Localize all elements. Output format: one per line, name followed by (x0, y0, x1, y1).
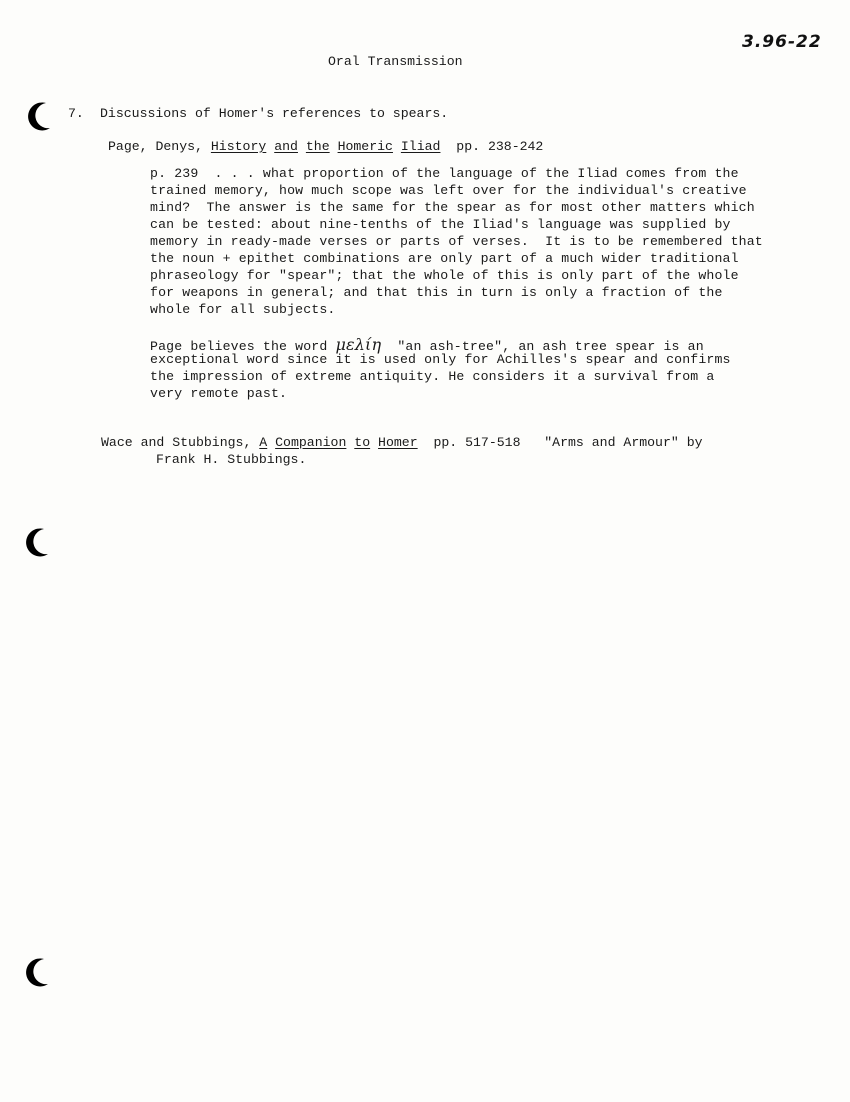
quote-line: can be tested: about nine-tenths of the Iliad's language was supplied by (150, 217, 731, 232)
citation-title-word: Companion (275, 435, 347, 450)
quote-line: trained memory, how much scope was left over for the individual's creative (150, 183, 747, 198)
item-number: 7. (68, 106, 84, 121)
commentary-line: the impression of extreme antiquity. He considers it a survival from a (150, 369, 715, 384)
quote-line: p. 239 . . . what proportion of the language of the Iliad comes from the (150, 166, 739, 181)
commentary-text: Page believes the word (150, 339, 328, 354)
citation-title-word: Homeric (337, 139, 393, 154)
citation-title-word: A (259, 435, 268, 450)
citation-title-word: the (305, 139, 330, 154)
quote-line: memory in ready-made verses or parts of verses. It is to be remembered that (150, 234, 763, 249)
citation-pages: pp. 238-242 (456, 139, 544, 154)
citation-authors: Wace and Stubbings, (101, 435, 252, 450)
citation-title-word: History (210, 139, 267, 154)
citation-title-word: and (274, 139, 298, 154)
quote-line: the noun + epithet combinations are only part of a much wider traditional (150, 251, 739, 266)
citation-page (108, 139, 543, 154)
quote-line: whole for all subjects. (150, 302, 336, 317)
binder-hole-top (20, 100, 54, 134)
citation-chapter: "Arms and Armour" by (544, 435, 703, 450)
page-heading: Oral Transmission (328, 54, 463, 69)
citation-pages: pp. 517-518 (433, 435, 521, 450)
quote-line: for weapons in general; and that this in turn is only a fraction of the (150, 285, 723, 300)
citation-wace (101, 435, 703, 450)
item-title: Discussions of Homer's references to spears. (100, 106, 449, 121)
citation-title-word: Homer (378, 435, 418, 450)
handwritten-page-number: 3.96-22 (742, 32, 822, 52)
commentary-text: "an ash-tree", an ash tree spear is an (397, 339, 704, 354)
quote-line: mind? The answer is the same for the spear as for most other matters which (150, 200, 755, 215)
binder-hole-middle (18, 526, 52, 560)
citation-author: Page, Denys, (108, 139, 203, 154)
citation-chapter-author: Frank H. Stubbings. (156, 452, 307, 467)
greek-word: μελίη (335, 335, 382, 354)
commentary-line: very remote past. (150, 386, 288, 401)
citation-title-word: Iliad (400, 139, 441, 154)
commentary-line: exceptional word since it is used only for Achilles's spear and confirms (150, 352, 731, 367)
binder-hole-bottom (18, 956, 52, 990)
citation-title-word: to (354, 435, 371, 450)
quote-line: phraseology for "spear"; that the whole of this is only part of the whole (150, 268, 739, 283)
